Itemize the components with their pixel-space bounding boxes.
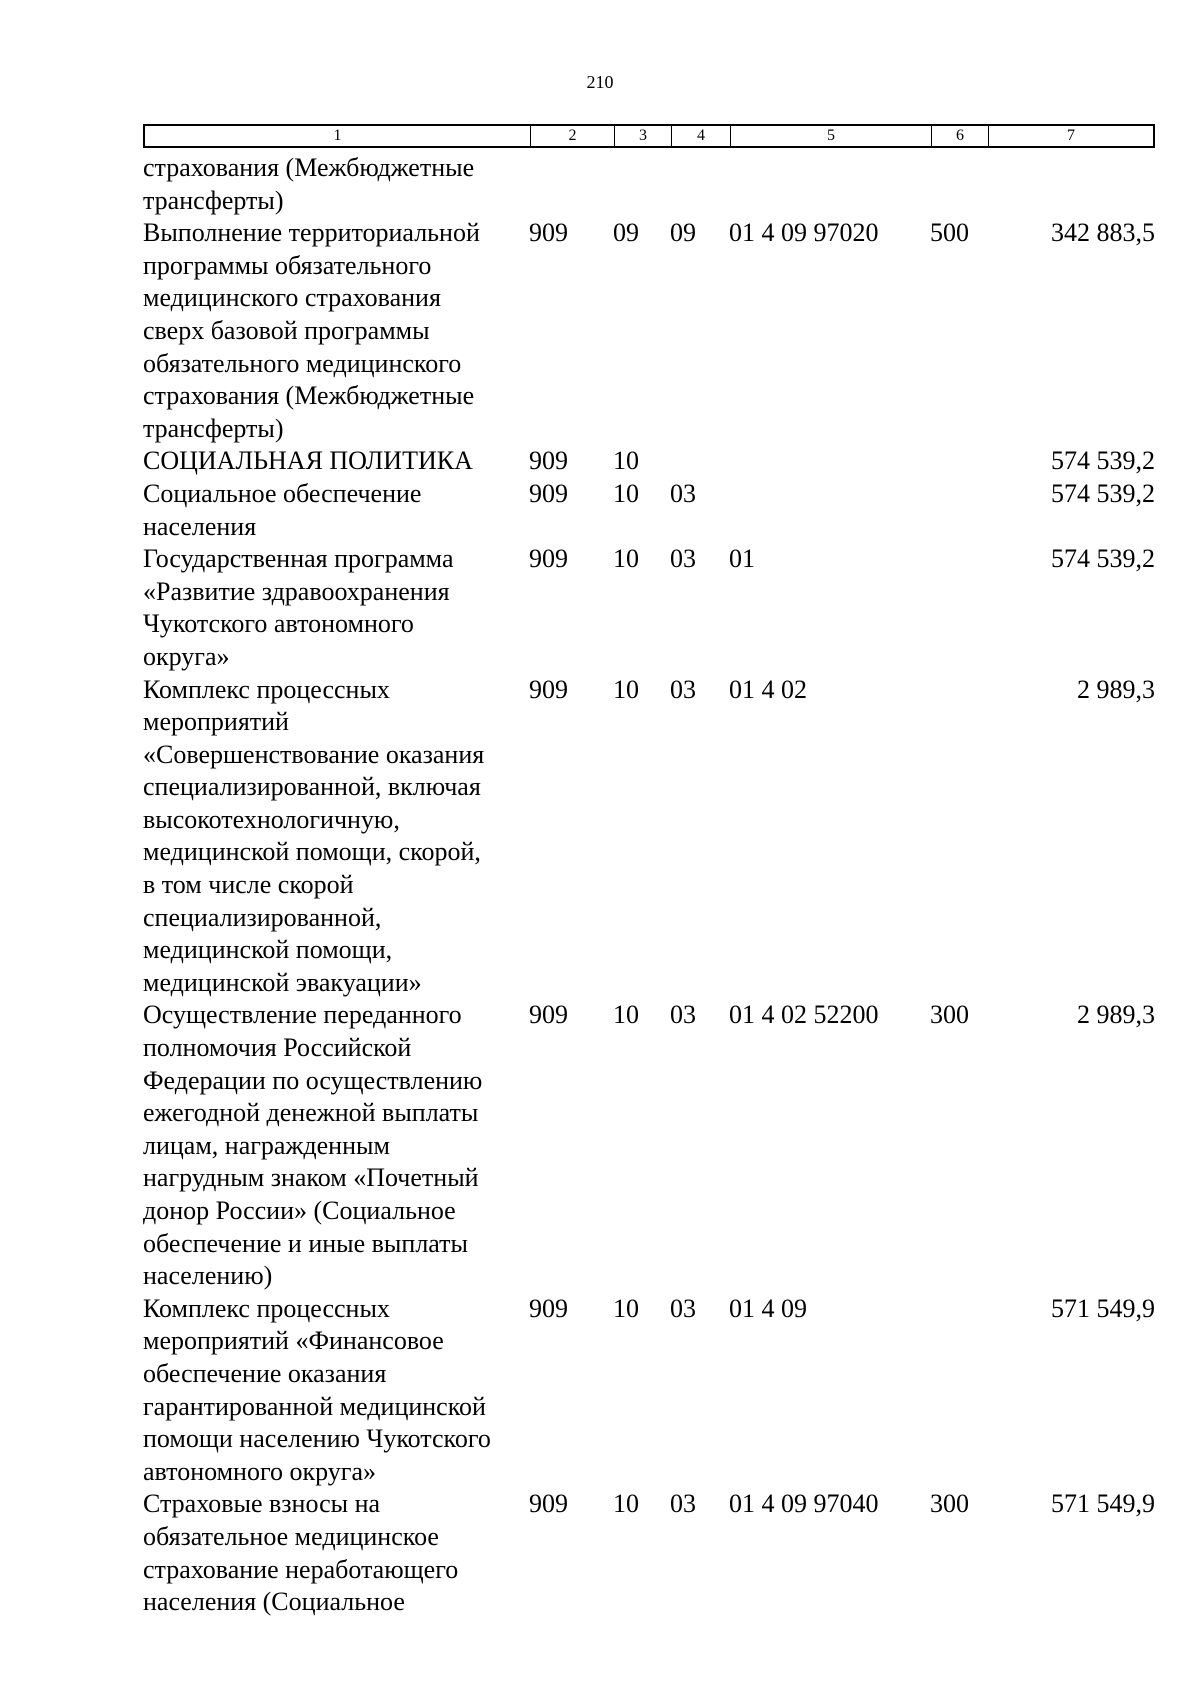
row-admin-code: 909 — [529, 218, 568, 248]
header-col-4: 4 — [672, 126, 731, 146]
row-subsection: 03 — [670, 1000, 696, 1030]
row-expense-type: 300 — [930, 1000, 969, 1030]
header-col-2: 2 — [531, 126, 615, 146]
row-admin-code: 909 — [529, 1000, 568, 1030]
row-expense-type: 500 — [930, 218, 969, 248]
table-row — [143, 1293, 1155, 1489]
row-section: 10 — [613, 544, 639, 574]
row-amount — [987, 152, 1155, 217]
row-admin-code: 909 — [529, 674, 568, 704]
row-name: Выполнение территориальной программы обязательного медицинского страхования сверх базовой программы обязательного медицинского страхования (Межбюджетные трансферты) — [143, 218, 480, 443]
header-col-3: 3 — [615, 126, 672, 146]
row-amount: 571 549,9 — [1051, 1489, 1155, 1519]
row-amount: 574 539,2 — [1051, 544, 1155, 574]
row-target-article: 01 — [729, 544, 755, 574]
row-amount: 574 539,2 — [1051, 478, 1155, 508]
row-expense-type — [930, 674, 987, 1000]
row-expense-type — [930, 152, 987, 217]
row-section: 10 — [613, 674, 639, 704]
table-row — [143, 478, 1155, 543]
row-name: Осуществление переданного полномочия Российской Федерации по осуществлению ежегодной денежной выплаты лицам, награжденным нагрудным знаком «Почетный донор России» (Социальное обеспечение и иные выплаты населению) — [143, 1000, 483, 1291]
row-section: 10 — [613, 1000, 639, 1030]
row-section: 10 — [613, 1293, 639, 1323]
row-name: Государственная программа «Развитие здравоохранения Чукотского автономного округа» — [143, 544, 454, 671]
row-section — [613, 152, 670, 217]
row-subsection: 03 — [670, 1489, 696, 1519]
row-target-article: 01 4 02 — [729, 674, 807, 704]
header-col-7: 7 — [1067, 127, 1075, 144]
page-number: 210 — [586, 72, 614, 92]
row-subsection — [670, 152, 729, 217]
table-row — [143, 543, 1155, 673]
row-target-article: 01 4 09 — [729, 1293, 807, 1323]
row-section: 10 — [613, 478, 639, 508]
row-target-article — [729, 445, 930, 478]
row-admin-code — [529, 152, 613, 217]
row-expense-type — [930, 478, 987, 543]
table-header — [143, 124, 1155, 148]
row-name: страхования (Межбюджетные трансферты) — [143, 153, 475, 215]
row-name: Комплекс процессных мероприятий «Совершенствование оказания специализированной, включая высокотехнологичную, медицинской помощи, скорой, в том числе скорой специализированной, медицинской помощи, медицинской эвакуации» — [143, 674, 485, 997]
header-col-1: 1 — [145, 126, 531, 146]
row-target-article: 01 4 09 97020 — [729, 218, 879, 248]
row-amount: 2 989,3 — [1077, 1000, 1155, 1030]
row-admin-code: 909 — [529, 478, 568, 508]
row-name: Комплекс процессных мероприятий «Финансовое обеспечение оказания гарантированной медицинской помощи населению Чукотского автономного округа» — [143, 1293, 491, 1486]
header-col-5: 5 — [731, 126, 932, 146]
row-expense-type: 300 — [930, 1489, 969, 1519]
header-col-6: 6 — [932, 126, 989, 146]
table-body — [143, 152, 1155, 1619]
row-expense-type — [930, 1293, 987, 1489]
table-row — [143, 217, 1155, 445]
row-name: Социальное обеспечение населения — [143, 478, 422, 541]
row-subsection — [670, 445, 729, 478]
row-subsection: 03 — [670, 478, 696, 508]
row-subsection: 03 — [670, 674, 696, 704]
row-subsection: 03 — [670, 544, 696, 574]
row-amount: 571 549,9 — [1051, 1293, 1155, 1323]
row-amount: 2 989,3 — [1077, 674, 1155, 704]
table-row — [143, 674, 1155, 1000]
row-target-article: 01 4 02 52200 — [729, 1000, 879, 1030]
row-admin-code: 909 — [529, 1489, 568, 1519]
row-amount: 574 539,2 — [1051, 446, 1155, 476]
row-admin-code: 909 — [529, 1293, 568, 1323]
row-expense-type — [930, 543, 987, 673]
table-row — [143, 999, 1155, 1292]
row-target-article: 01 4 09 97040 — [729, 1489, 879, 1519]
row-name: Страховые взносы на обязательное медицинское страхование неработающего населения (Социальное — [143, 1489, 459, 1617]
table-row — [143, 445, 1155, 478]
row-amount: 342 883,5 — [1051, 218, 1155, 248]
table-row — [143, 1488, 1155, 1618]
row-section: 10 — [613, 446, 639, 476]
row-name: СОЦИАЛЬНАЯ ПОЛИТИКА — [143, 446, 473, 476]
row-section: 09 — [613, 218, 639, 248]
row-target-article — [729, 152, 930, 217]
table-row — [143, 152, 1155, 217]
row-target-article — [729, 478, 930, 543]
row-admin-code: 909 — [529, 544, 568, 574]
row-section: 10 — [613, 1489, 639, 1519]
row-subsection: 03 — [670, 1293, 696, 1323]
row-admin-code: 909 — [529, 446, 568, 476]
row-subsection: 09 — [670, 218, 696, 248]
row-expense-type — [930, 445, 987, 478]
